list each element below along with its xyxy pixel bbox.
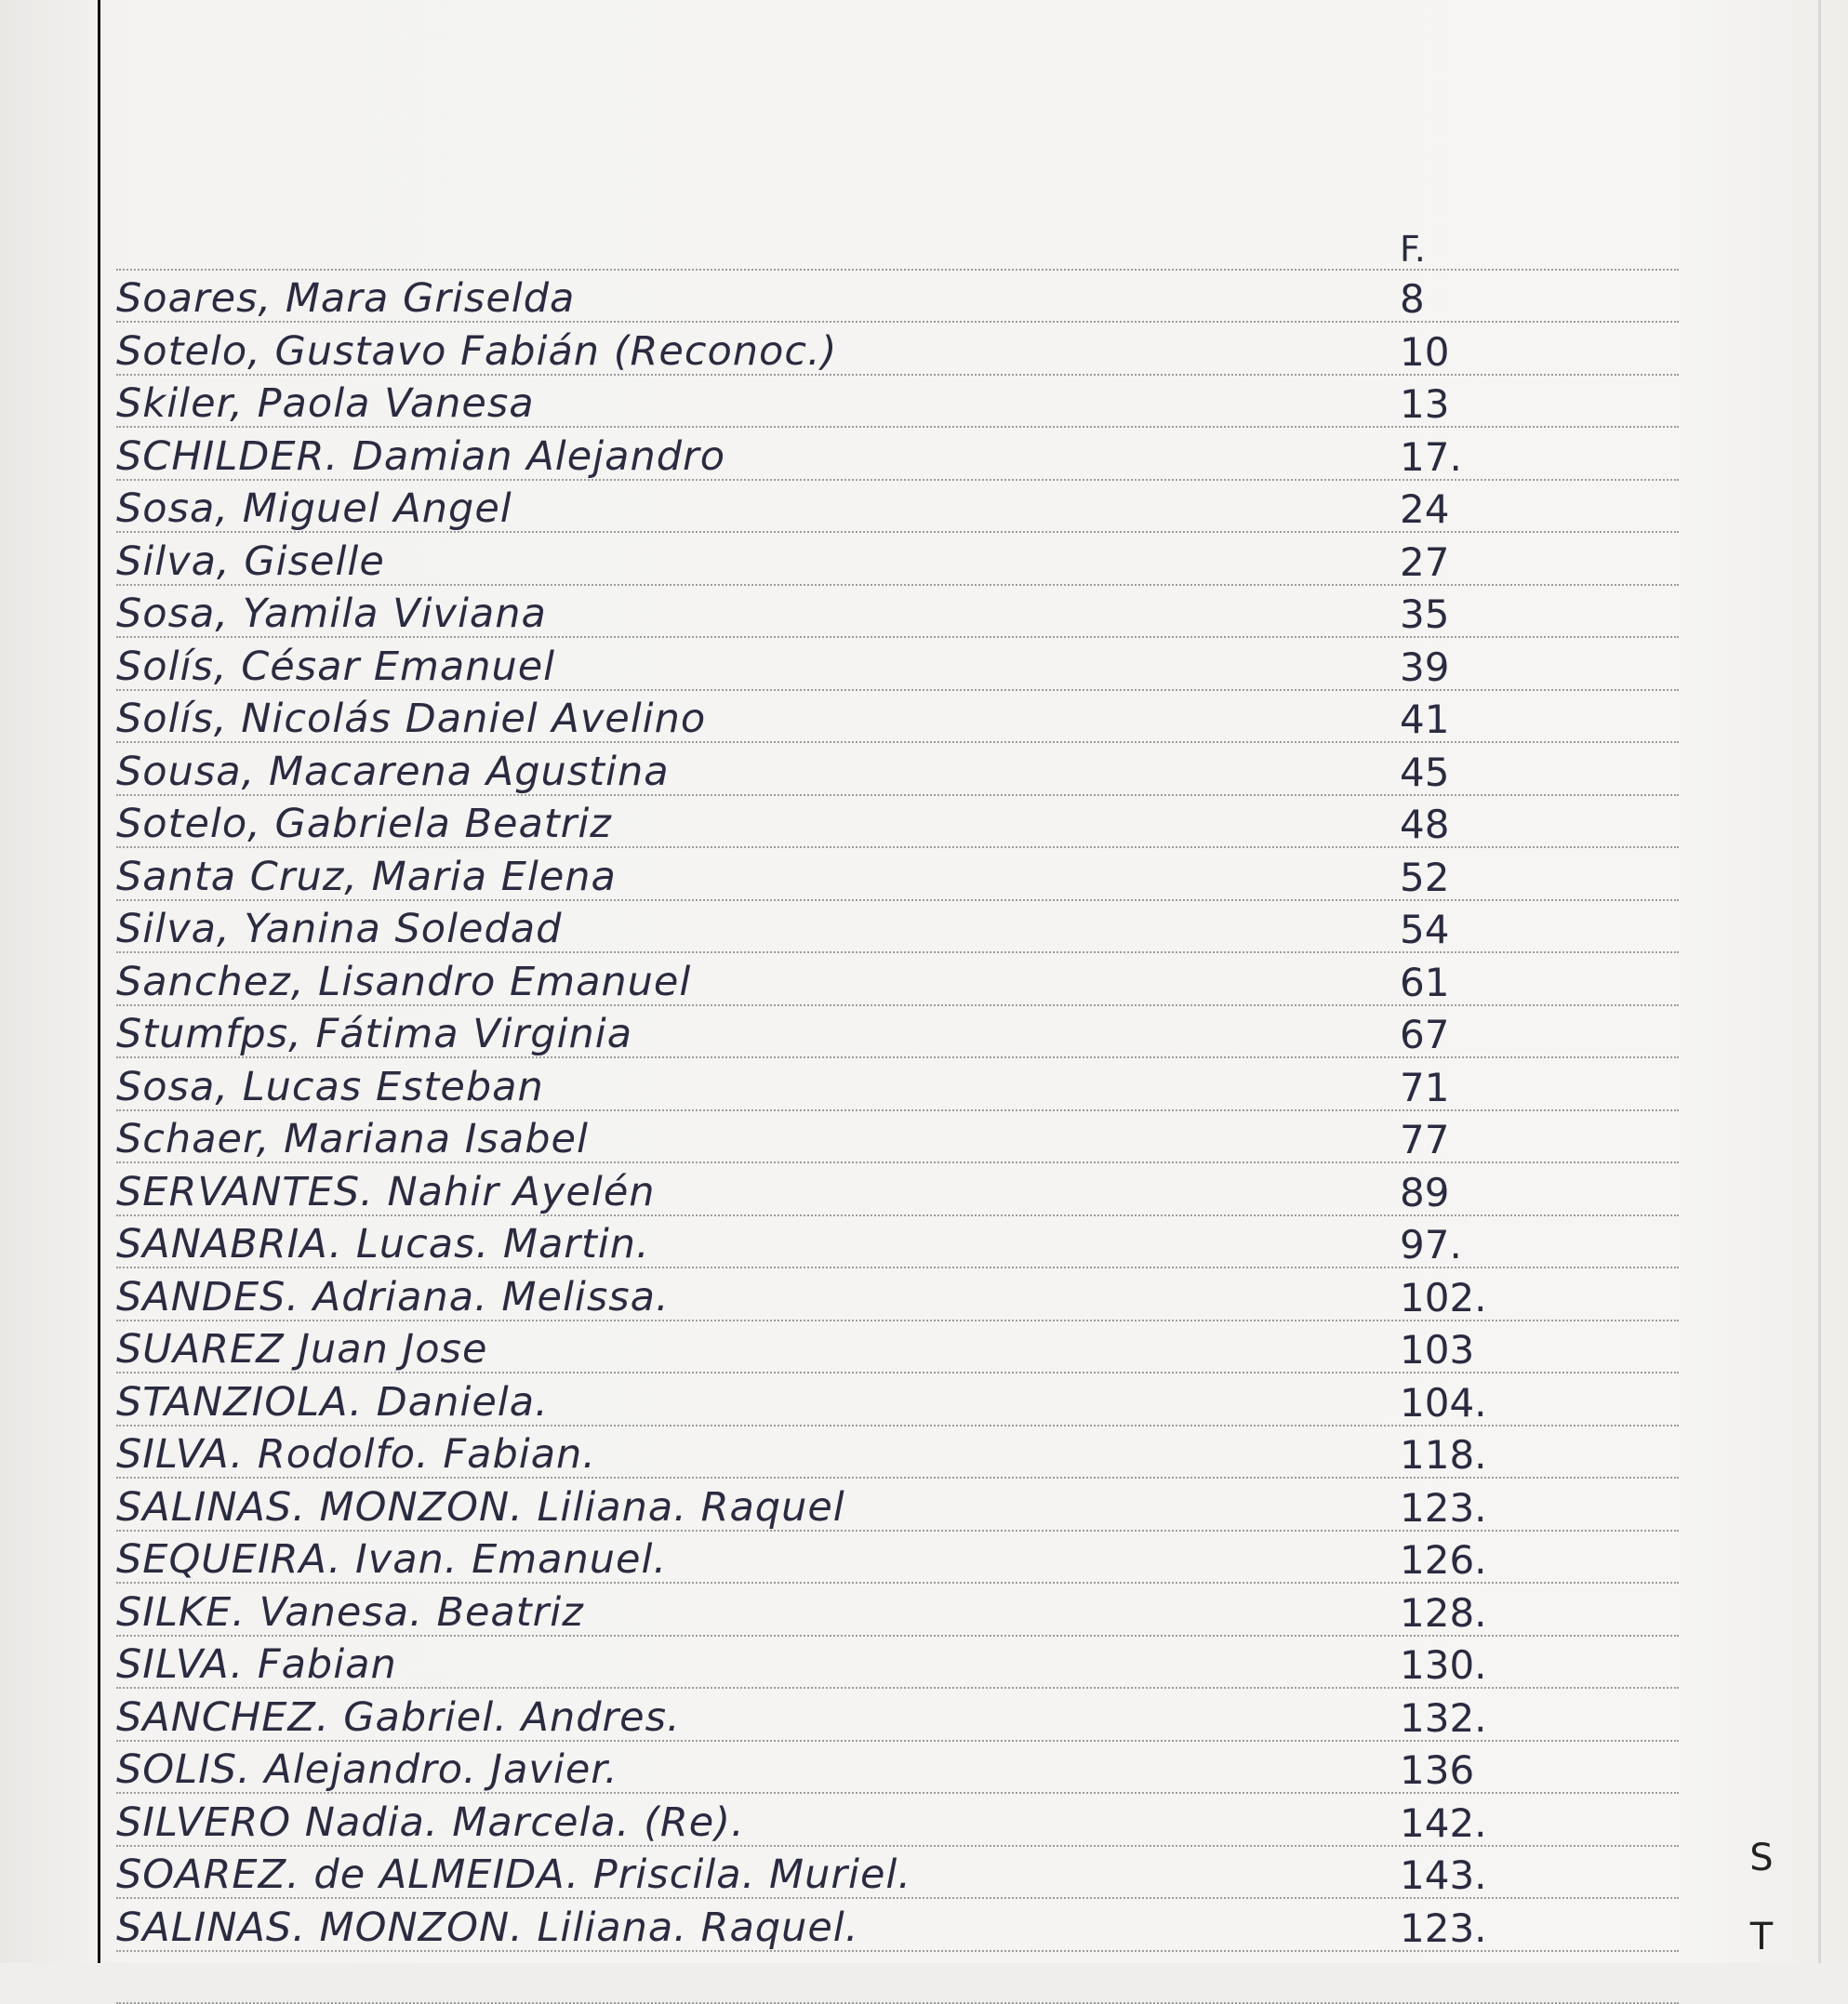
ledger-entry: [116, 1689, 1679, 1742]
ledger-entry: [116, 1163, 1679, 1216]
entry-folio: 143.: [1400, 1856, 1604, 1895]
entry-folio: 126.: [1400, 1541, 1604, 1580]
ledger-entry: [116, 901, 1679, 954]
ledger-entry: [116, 1899, 1679, 1952]
entry-name: Sousa, Macarena Agustina: [116, 752, 670, 792]
entry-name: Sanchez, Lisandro Emanuel: [116, 962, 691, 1002]
entry-name: SILVA. Rodolfo. Fabian.: [116, 1435, 596, 1475]
ledger-entry: [116, 271, 1679, 324]
entry-name: SILVERO Nadia. Marcela. (Re).: [116, 1803, 745, 1843]
ledger-entry: [116, 1111, 1679, 1164]
entry-name: SANCHEZ. Gabriel. Andres.: [116, 1698, 681, 1738]
folio-column-label: F.: [1400, 232, 1604, 267]
entry-name: Soares, Mara Griselda: [116, 279, 575, 319]
entry-folio: 89: [1400, 1174, 1604, 1213]
ledger-entry: [116, 1742, 1679, 1795]
ledger-entry: [116, 1268, 1679, 1321]
entry-name: SILKE. Vanesa. Beatriz: [116, 1593, 584, 1633]
entry-folio: 102.: [1400, 1279, 1604, 1318]
entry-name: SOAREZ. de ALMEIDA. Priscila. Muriel.: [116, 1855, 911, 1895]
ledger-entry: [116, 481, 1679, 534]
ledger-entry: [116, 323, 1679, 376]
entry-folio: 142.: [1400, 1804, 1604, 1843]
entry-folio: 77: [1400, 1121, 1604, 1160]
ledger-entry: [116, 1532, 1679, 1585]
entry-folio: 104.: [1400, 1384, 1604, 1423]
ledger-entry: [116, 953, 1679, 1006]
entry-folio: 123.: [1400, 1489, 1604, 1528]
ledger-entry: [116, 1584, 1679, 1637]
entry-folio: 8: [1400, 280, 1604, 319]
entry-name: Sotelo, Gabriela Beatriz: [116, 804, 612, 844]
entry-folio: 71: [1400, 1068, 1604, 1108]
entry-folio: 118.: [1400, 1436, 1604, 1475]
ledger-header-row: [116, 218, 1679, 271]
entry-folio: 48: [1400, 805, 1604, 844]
ledger-rows: [116, 218, 1679, 2004]
ledger-entry: [116, 1637, 1679, 1690]
margin-rule: [98, 0, 100, 1963]
entry-name: Schaer, Mariana Isabel: [116, 1120, 589, 1160]
ledger-entry: [116, 1479, 1679, 1532]
entry-folio: 128.: [1400, 1594, 1604, 1633]
ledger-entry: [116, 428, 1679, 481]
ledger-entry-blank: [116, 1952, 1679, 2004]
ledger-entry: [116, 691, 1679, 744]
entry-name: SILVA. Fabian: [116, 1645, 397, 1685]
ledger-entry: [116, 743, 1679, 796]
ledger-entry: [116, 586, 1679, 639]
entry-folio: 123.: [1400, 1909, 1604, 1948]
entry-name: Skiler, Paola Vanesa: [116, 384, 535, 424]
ledger-entry: [116, 1321, 1679, 1374]
ledger-entry: [116, 1427, 1679, 1480]
index-tab-s[interactable]: S: [1743, 1837, 1780, 1879]
ledger-entry: [116, 1216, 1679, 1269]
entry-name: SALINAS. MONZON. Liliana. Raquel.: [116, 1908, 858, 1948]
entry-name: Silva, Yanina Soledad: [116, 909, 562, 949]
ledger-entry: [116, 1794, 1679, 1847]
entry-name: SOLIS. Alejandro. Javier.: [116, 1750, 618, 1790]
entry-folio: 41: [1400, 700, 1604, 739]
entry-folio: 45: [1400, 753, 1604, 792]
entry-name: SERVANTES. Nahir Ayelén: [116, 1173, 656, 1213]
entry-folio: 136: [1400, 1751, 1604, 1790]
entry-name: Sosa, Miguel Angel: [116, 489, 512, 529]
entry-name: Silva, Giselle: [116, 542, 385, 582]
entry-name: SEQUEIRA. Ivan. Emanuel.: [116, 1540, 667, 1580]
entry-folio: 17.: [1400, 438, 1604, 477]
entry-folio: 54: [1400, 910, 1604, 949]
entry-folio: 130.: [1400, 1646, 1604, 1685]
ledger-entry: [116, 796, 1679, 849]
entry-folio: 10: [1400, 333, 1604, 372]
entry-name: SANABRIA. Lucas. Martin.: [116, 1225, 650, 1265]
entry-folio: 24: [1400, 490, 1604, 529]
entry-name: Sosa, Lucas Esteban: [116, 1068, 544, 1108]
ledger-entry: [116, 533, 1679, 586]
entry-folio: 52: [1400, 858, 1604, 897]
entry-name: Sotelo, Gustavo Fabián (Reconoc.): [116, 332, 837, 372]
entry-name: Sosa, Yamila Viviana: [116, 594, 547, 634]
entry-folio: 35: [1400, 595, 1604, 634]
entry-name: SUAREZ Juan Jose: [116, 1330, 487, 1370]
ledger-entry: [116, 1006, 1679, 1059]
ledger-entry: [116, 848, 1679, 901]
ledger-entry: [116, 1374, 1679, 1427]
entry-folio: 67: [1400, 1015, 1604, 1055]
index-tab-t[interactable]: T: [1743, 1916, 1780, 1958]
ledger-entry: [116, 1847, 1679, 1900]
entry-folio: 61: [1400, 963, 1604, 1002]
entry-name: Solís, César Emanuel: [116, 647, 555, 687]
entry-folio: 27: [1400, 543, 1604, 582]
entry-folio: 39: [1400, 648, 1604, 687]
ledger-entry: [116, 638, 1679, 691]
entry-name: Stumfps, Fátima Virginia: [116, 1015, 632, 1055]
entry-name: Solís, Nicolás Daniel Avelino: [116, 699, 706, 739]
entry-folio: 103: [1400, 1331, 1604, 1370]
entry-name: Santa Cruz, Maria Elena: [116, 857, 617, 897]
entry-folio: 97.: [1400, 1226, 1604, 1265]
ledger-entry: [116, 1058, 1679, 1111]
entry-folio: 132.: [1400, 1699, 1604, 1738]
entry-name: STANZIOLA. Daniela.: [116, 1383, 549, 1423]
entry-folio: 13: [1400, 385, 1604, 424]
ledger-entry: [116, 376, 1679, 429]
page-edge: [1818, 0, 1821, 1963]
entry-name: SANDES. Adriana. Melissa.: [116, 1278, 670, 1318]
entry-name: SCHILDER. Damian Alejandro: [116, 437, 725, 477]
entry-name: SALINAS. MONZON. Liliana. Raquel: [116, 1488, 845, 1528]
